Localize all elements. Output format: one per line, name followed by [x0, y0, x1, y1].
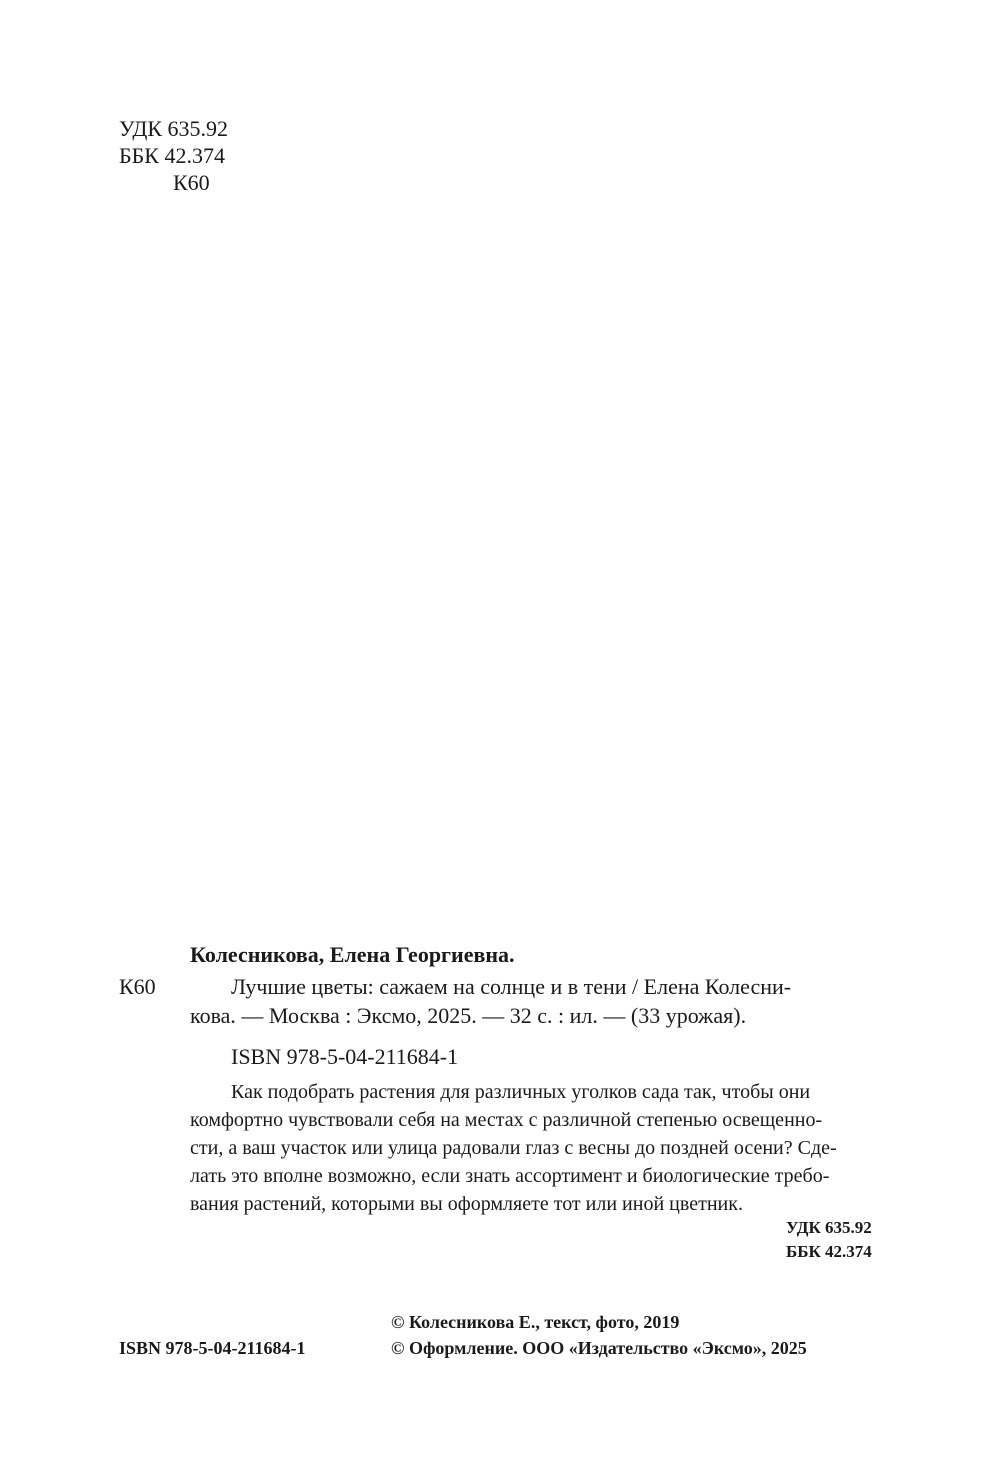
- annotation-line: комфортно чувствовали себя на местах с различной степенью освещенно-: [190, 1109, 823, 1131]
- annotation: [190, 1078, 882, 1218]
- copyright-text: © Колесникова Е., текст, фото, 2019: [391, 1312, 680, 1332]
- bibliographic-description-line-2: кова. — Москва : Эксмо, 2025. — 32 с. : ил. — (33 урожая).: [190, 1003, 747, 1028]
- annotation-line: Как подобрать растения для различных уголков сада так, чтобы они: [231, 1081, 811, 1103]
- author-name: Колесникова, Елена Георгиевна.: [190, 942, 515, 967]
- bbk-footer-index: ББК 42.374: [786, 1242, 872, 1261]
- author-code-header: К60: [173, 170, 210, 195]
- annotation-line: сти, а ваш участок или улица радовали глаз с весны до поздней осени? Сде-: [190, 1137, 837, 1159]
- annotation-line: лать это вполне возможно, если знать ассортимент и биологические требо-: [190, 1165, 830, 1187]
- isbn-footer: ISBN 978-5-04-211684-1: [119, 1338, 306, 1358]
- author-code-side: К60: [119, 974, 156, 999]
- udk-footer-index: УДК 635.92: [786, 1218, 872, 1237]
- annotation-line: вания растений, которыми вы оформляете тот или иной цветник.: [190, 1193, 743, 1215]
- copyright-design: © Оформление. ООО «Издательство «Эксмо», 2025: [391, 1338, 807, 1358]
- bibliographic-description-line-1: Лучшие цветы: сажаем на солнце и в тени / Елена Колесни-: [231, 974, 792, 999]
- udk-header: УДК 635.92: [119, 116, 229, 141]
- bbk-header: ББК 42.374: [119, 143, 225, 168]
- isbn-record: ISBN 978-5-04-211684-1: [231, 1044, 459, 1069]
